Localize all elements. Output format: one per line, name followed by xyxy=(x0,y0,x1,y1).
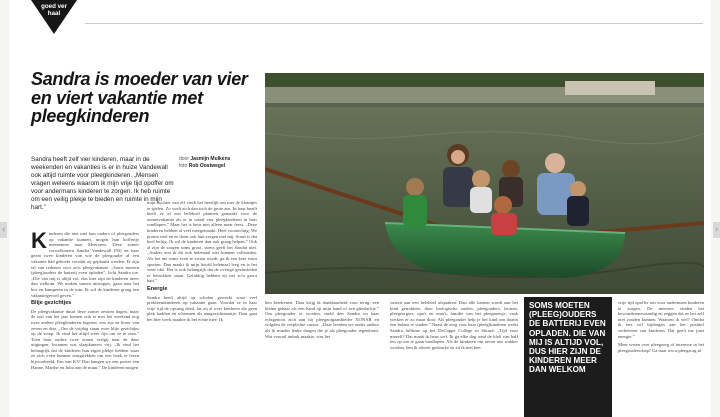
author-prefix: door xyxy=(179,156,190,162)
col1-para2: De pleegvakantie duurt deze zomer zestien dagen, maar de rest van het jaar komen ook er met het weekend nog twee andere pleegkinderen logeren: een zus en broer van zeven en drie. „Om de vrijdag staan twee blije gezichtjes op de stoep. Ik vind het altijd weer fijn om ze te zien.” Toen haar oudste twee zonen verlgij naar de deur uitgingen, kwamen wat slaapkamers vrij. „Ik vind het belangrijk dat de kinderen hun eigen plekje hebben waar ze zich even kunnen terugtrekken om een boek te lezen bijvoorbeeld. Fan van K3? Dan hangen we een poster van Hanne, Marthe en Julia aan de muur.” De kinderen mogen xyxy=(31,308,139,370)
photo-prefix: foto xyxy=(179,163,188,169)
article-column-5 xyxy=(618,300,704,417)
col2-para1: mijn dochter van elf vindt het heerlijk om met de kleintjes te spelen. Zo voelt zich dan toch de grote zus. In haar bezilt heeft ze al een heleboel plannen gemaakt voor de zomervakantie als er in totaal vier pleegkinderen in huis rondlopen.” Maar het is heus niet alleen maar feest. „Deze kinderen hebben al veel meegemaakt. Heel voorzichtig. We proten veel en ze doen ook hun zorgen met mij. Soms is dat heel heftig. Ik wil de kinderen dan ook graag helpen.” Ook al zijn de zorgen soms groot, stress geeft het Sandra niet. „Anders zou ik dit ook helemaal niet kunnen volhouden. Als het me soms even te zwaar wordt, ga ik een keer extra sporten. Dan maakt ik mijn hoofd helemaal leeg en is het weer oké. Het is ook belangrijk dat de overige gezinsleden er betrokken staan. Gelukkig hebben zij net zo'n groot hart.” xyxy=(147,200,257,284)
subheading-blije-gezichtjes: Blije gezichtjes xyxy=(31,300,72,307)
next-page-arrow[interactable]: › xyxy=(713,222,720,238)
col5-para2: Meer weten over pleegzorg of interesse in het pleegouderschap? Ga naar www.pleegzorg.nl xyxy=(618,342,704,353)
article-column-2 xyxy=(147,200,257,417)
photographer-name: Rob Oostwegel xyxy=(188,163,226,169)
article-headline: Sandra is moeder van vier en viert vakantie met pleegkinderen xyxy=(31,69,248,126)
author-line xyxy=(179,156,259,163)
col5-para1: vrije tijd opoffer om voor andermans kinderen te zorgen. De meesten vinden het bewonderenswaardig en zeggen dat ze het zelf niet zouden kunnen. Waarom ik wel? Omdat ik iets wil bijdragen aan het positief verbeteren van kinderen. Dat geeft me juist energie.” xyxy=(618,300,704,339)
article-column-3 xyxy=(265,300,379,417)
article-column-4 xyxy=(390,300,518,417)
photographer-line xyxy=(179,163,259,170)
header-divider xyxy=(85,23,703,24)
family-boat-photo xyxy=(265,73,704,294)
col1-para1: inderen die niet met hun ouders of pleegouders op vakantie kunnen, mogen hun koffertje meenemen naar Meerssen. Deze zomer verwelkomen Sandra Vandewall (50) en haar gezin twee kinderen van wie de pleegouder al een vakantie had geboekt voordat zij geplaatst werden. Er zijn tal van redenen voor zo'n pleegvakantie. „Soms moeten (pleeg)ouders de batterij even opladen”, licht Sandra toe. „Die van mij is altijd vol, dus hier zijn de kinderen meer dan welkom. We maken samen uitstapjes, gaan naar het bos en kamperen in de tuin. Ik wil de kinderen graag een vakantiegevoel geven.” xyxy=(31,231,139,298)
byline xyxy=(179,156,259,170)
section-tab-label: goed ver haal xyxy=(41,3,67,17)
subheading-energie: Energie xyxy=(147,285,168,292)
col4-para1: vastzit aan een heleboel afspraken. Dan alle kanten wordt aan het kind getrokken: door biologische ouders, pleegouders, leraren, pleegzorgers, opa's en oma's, familie van het pleegmeisje, vaak werken er zo maar door. Als pleegouder help je het kind om daarin een balans te vinden.” Naast de zorg voor haar (pleeg)kinderen werkt Sandra fulltime op het DeCuppe College in Sittard. „Tijd voor mezelf? Dat maak ik heus wel. Ik ga elke dag rond de klok van half ten op om te gaan hardlopen. Als de kinderen om zeven uur wakker worden, ben ik alweer gedoucht en zit ik met hen xyxy=(390,300,518,350)
article-intro: Sandra heeft zelf vier kinderen, maar in de weekenden en vakanties is er in huize Vandewall ook altijd ruimte voor pleegkinderen. „Mensen vragen weleens waarom ik mijn vrije tijd opoffer om voor andermans kinderen te zorgen. Ik heb ruimte om een veilig plekje te bieden en ruimte in mijn hart.” xyxy=(31,156,174,211)
prev-page-arrow[interactable]: ‹ xyxy=(0,222,7,238)
article-opening-paragraph xyxy=(31,231,139,298)
col2-para2: Sandra heeft altijd op scholen gewerkt waar veel probleemkinderen op vakantie gaan. Voordat ze in haar vrije tijd de opvang deed, las zij al over kinderen die geen plek hadden en schermen als aangezichtmaatje. Daar gaat het hier werk maakte ik het echte mee. Ik xyxy=(147,294,257,322)
magazine-page xyxy=(9,0,711,417)
author-name: Jasmijn Mulkens xyxy=(190,156,231,162)
pull-quote: SOMS MOETEN (PLEEG)OUDERS DE BATTERIJ EVEN OPLADEN. DIE VAN MIJ IS ALTIJD VOL, DUS HIER ZIJN DE KINDEREN MEER DAN WELKOM xyxy=(524,297,612,417)
article-column-1 xyxy=(31,231,139,417)
dropcap: K xyxy=(31,231,47,253)
col3-para1: hen betekenen. Daar krijg ik dankbaarheid voor terug: een kleine gebaar als een hand op mijn hand of een glimlachje.” Om pleegouder te worden, meld den Sandra en haar echtgenoot zich aan bij pleegzorgaanbieder XONAR en volgden de verplichte cursus. „Daar leerden we onder andere als ik minder leuke dingen die je als pleegouder tegenkomt. Wat voorail indruk maakte, was het xyxy=(265,300,379,339)
